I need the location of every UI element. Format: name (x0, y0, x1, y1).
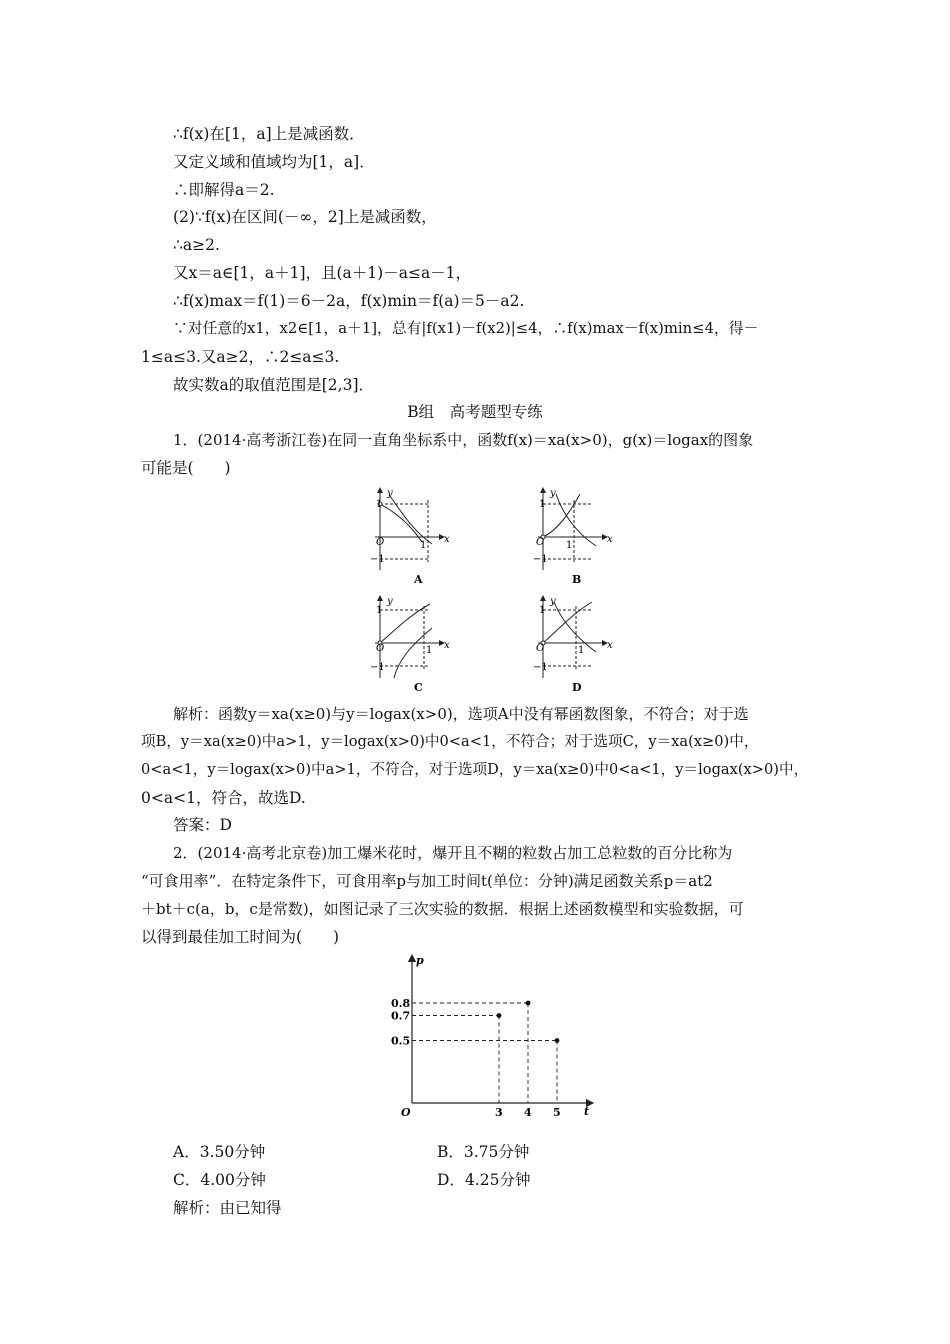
text-line: 故实数a的取值范围是[2,3]． (173, 376, 374, 394)
tick-label: 1 (539, 499, 546, 510)
axis-label-x: x (607, 534, 613, 545)
tick-label: 1 (566, 540, 573, 551)
tick-label: −1 (370, 662, 385, 673)
text-line: 又定义域和值域均为[1，a]． (173, 153, 375, 171)
text-line: (2)∵f(x)在区间(－∞，2]上是减函数， (173, 208, 437, 226)
text-line: 又x＝a∈[1，a＋1]，且(a＋1)－a≤a－1， (173, 264, 472, 282)
y-tick-label: 0.5 (391, 1034, 411, 1048)
text-line: ∴f(x)max＝f(1)＝6－2a，f(x)min＝f(a)＝5－a2. (173, 292, 525, 310)
x-tick-label: 3 (495, 1106, 503, 1119)
axis-label-x: x (444, 640, 450, 651)
origin-label: O (536, 643, 545, 654)
graph-d-label: D (572, 681, 582, 694)
y-tick-label: 0.8 (391, 997, 411, 1010)
graph-c (375, 598, 442, 678)
axis-label-y: y (550, 488, 556, 499)
data-point (497, 1013, 502, 1018)
tick-label: −1 (533, 662, 548, 673)
origin-label: O (536, 537, 545, 548)
data-point (526, 1001, 531, 1006)
x-tick-label: 5 (553, 1106, 561, 1119)
graph-d (538, 598, 605, 678)
text-line: ∵对任意的x1，x2∈[1，a＋1]，总有|f(x1)－f(x2)|≤4，∴f(x)max－f(x)min≤4，得－ (173, 320, 759, 337)
option-d[interactable]: D．4.25分钟 (437, 1171, 531, 1189)
graph-a-label: A (414, 573, 423, 586)
scatter-chart (380, 950, 610, 1120)
option-c[interactable]: C．4.00分钟 (173, 1171, 266, 1189)
axis-label-x: x (607, 640, 613, 651)
analysis-line: 解析：函数y＝xa(x≥0)与y＝logax(x>0)，选项A中没有幂函数图象，不符合；对于选 (173, 705, 749, 723)
tick-label: 1 (376, 499, 383, 510)
tick-label: 1 (578, 645, 585, 656)
tick-label: −1 (370, 554, 385, 565)
axis-label-x: x (444, 534, 450, 545)
tick-label: −1 (533, 554, 548, 565)
x-axis-label: t (584, 1105, 590, 1118)
origin-label: O (401, 1106, 411, 1119)
question-2-line: 2．(2014·高考北京卷)加工爆米花时，爆开且不糊的粒数占加工总粒数的百分比称为 (173, 844, 733, 862)
option-b[interactable]: B．3.75分钟 (437, 1143, 530, 1161)
text-line: ∴a≥2. (173, 236, 220, 254)
y-tick-label: 0.7 (391, 1009, 411, 1023)
tick-label: 1 (420, 540, 427, 551)
tick-label: 1 (376, 605, 383, 616)
tick-label: 1 (539, 605, 546, 616)
analysis-2: 解析：由已知得 (173, 1199, 282, 1217)
text-line: 1≤a≤3.又a≥2，∴2≤a≤3. (141, 348, 340, 366)
axis-label-y: y (387, 596, 393, 607)
answer: 答案：D (173, 816, 232, 834)
question-1-line: 1．(2014·高考浙江卷)在同一直角坐标系中，函数f(x)＝xa(x>0)，g(x)＝logax的图象 (173, 431, 754, 449)
data-point (555, 1038, 560, 1043)
graph-a (375, 490, 442, 570)
text-line: ∴即解得a＝2. (173, 181, 275, 199)
question-2-line: 以得到最佳加工时间为( ) (141, 928, 340, 946)
origin-label: O (376, 537, 385, 548)
origin-label: O (376, 643, 385, 654)
question-2-line: ＋bt＋c(a，b，c是常数)，如图记录了三次实验的数据．根据上述函数模型和实验数据，可 (141, 900, 744, 918)
text-line: ∴f(x)在[1，a]上是减函数． (173, 125, 365, 143)
tick-label: 1 (426, 645, 433, 656)
y-axis-label: p (416, 954, 424, 967)
axis-label-y: y (387, 488, 393, 499)
x-tick-label: 4 (524, 1106, 532, 1119)
graph-b (538, 490, 605, 570)
question-1-line: 可能是( ) (141, 459, 231, 477)
section-title: B组 高考题型专练 (407, 403, 543, 421)
question-2-line: “可食用率”．在特定条件下，可食用率p与加工时间t(单位：分钟)满足函数关系p＝at2 (141, 872, 713, 890)
graph-c-label: C (414, 681, 423, 694)
analysis-line: 0<a<1，y＝logax(x>0)中a>1，不符合，对于选项D，y＝xa(x≥0)中0<a<1，y＝logax(x>0)中， (141, 761, 809, 778)
option-a[interactable]: A．3.50分钟 (173, 1143, 266, 1161)
axis-label-y: y (550, 596, 556, 607)
analysis-line: 项B，y＝xa(x≥0)中a>1，y＝logax(x>0)中0<a<1，不符合；对于选项C，y＝xa(x≥0)中， (141, 733, 759, 750)
analysis-line: 0<a<1，符合，故选D. (141, 789, 306, 807)
function-graphs (350, 482, 640, 702)
graph-b-label: B (572, 573, 582, 586)
